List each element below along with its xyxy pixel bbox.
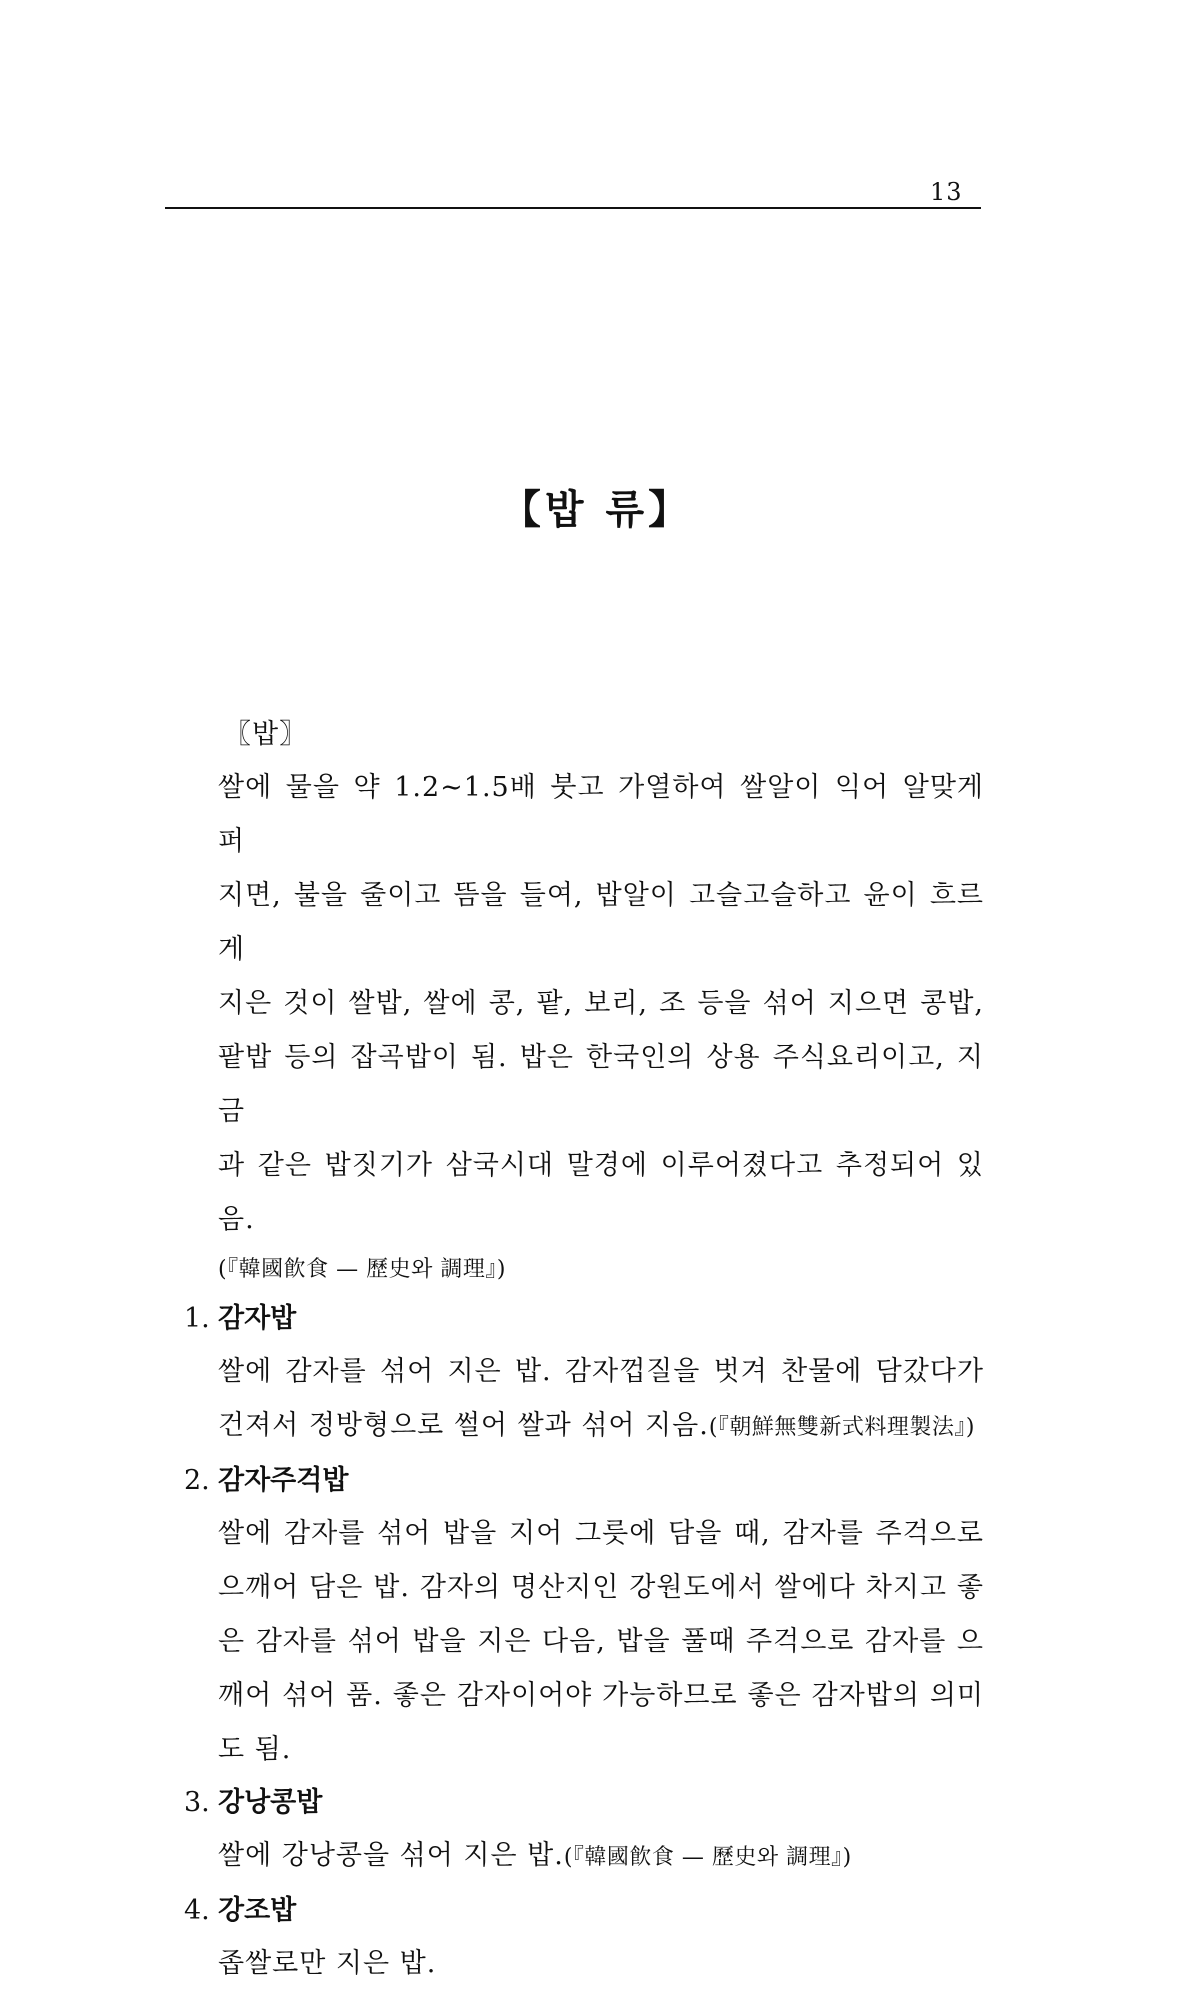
item-number: 4.: [184, 1895, 210, 1926]
item-text: 좁쌀로만 지은 밥.: [218, 1948, 437, 1979]
item-number: 3.: [184, 1787, 210, 1818]
page-number: 13: [930, 178, 963, 206]
intro-line: 과 같은 밥짓기가 삼국시대 말경에 이루어졌다고 추정되어 있음.: [218, 1150, 984, 1235]
intro-line: 쌀에 물을 약 1.2∼1.5배 붓고 가열하여 쌀알이 익어 알맞게 퍼: [218, 772, 984, 857]
item-title: 강조밥: [218, 1895, 297, 1926]
item-heading: [184, 1455, 984, 1507]
item-title: 감자주걱밥: [218, 1465, 349, 1496]
item-source: (『韓國飮食 — 歷史와 調理』): [563, 1845, 852, 1870]
item-body: [218, 1507, 984, 1777]
item-number: 1.: [184, 1303, 210, 1334]
item-source: (『朝鮮無雙新式料理製法』): [708, 1415, 975, 1440]
intro-line: 팥밥 등의 잡곡밥이 됨. 밥은 한국인의 상용 주식요리이고, 지금: [218, 1042, 984, 1127]
item-text: 쌀에 감자를 섞어 밥을 지어 그릇에 담을 때, 감자를 주걱으로 으깨어 담은 밥. 감자의 명산지인 강원도에서 쌀에다 차지고 좋은 감자를 섞어 밥을 지은 다음, 밥을 풀때 주걱으로 감자를 으깨어 섞어 품. 좋은 감자이어야 가능하므로 좋은 감자밥의 의미도 됨.: [218, 1518, 984, 1765]
item-heading: [184, 1777, 984, 1829]
item-body: [218, 1829, 984, 1885]
header-rule: [165, 207, 981, 209]
item-number: 2.: [184, 1465, 210, 1496]
section-title: 【밥 류】: [500, 486, 693, 533]
page-content: [184, 712, 984, 1991]
intro-line: 지은 것이 쌀밥, 쌀에 콩, 팥, 보리, 조 등을 섞어 지으면 콩밥,: [218, 988, 984, 1019]
list-item: [184, 1885, 984, 1991]
item-text: 쌀에 감자를 섞어 지은 밥. 감자껍질을 벗겨 찬물에 담갔다가 건져서 정방형으로 썰어 쌀과 섞어 지음.: [218, 1356, 984, 1441]
intro-paragraph: [214, 761, 984, 1293]
item-title: 감자밥: [218, 1303, 297, 1334]
list-item: [184, 1293, 984, 1455]
list-item: [184, 1777, 984, 1885]
list-item: [184, 1455, 984, 1777]
item-title: 강낭콩밥: [218, 1787, 323, 1818]
item-heading: [184, 1885, 984, 1937]
intro-line: 지면, 불을 줄이고 뜸을 들여, 밥알이 고슬고슬하고 윤이 흐르게: [218, 880, 984, 965]
item-body: [218, 1345, 984, 1455]
item-text: 쌀에 강낭콩을 섞어 지은 밥.: [218, 1840, 564, 1871]
item-body: [218, 1937, 984, 1991]
intro-source: (『韓國飮食 — 歷史와 調理』): [218, 1257, 506, 1282]
item-heading: [184, 1293, 984, 1345]
subheading: 〖밥〗: [224, 719, 308, 750]
